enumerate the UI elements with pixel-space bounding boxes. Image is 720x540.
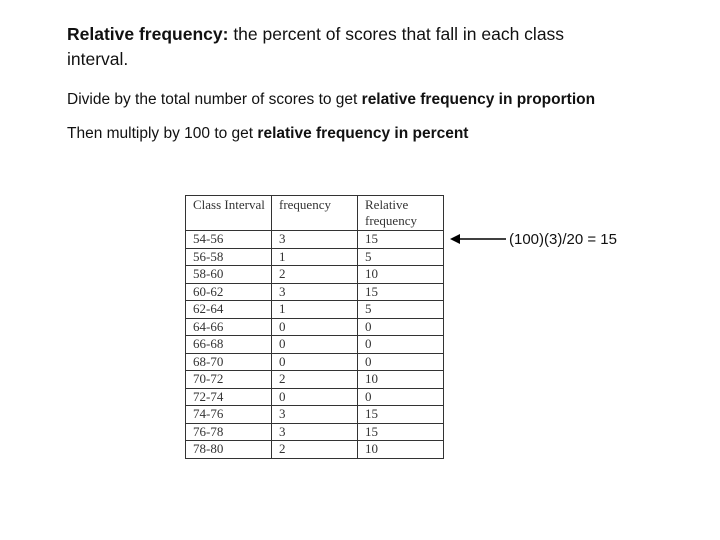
cell-frequency: 3 (272, 231, 358, 249)
cell-class-interval: 62-64 (186, 301, 272, 319)
table-row (186, 266, 444, 284)
cell-frequency: 0 (272, 336, 358, 354)
instruction-divide-text: Divide by the total number of scores to get (67, 91, 362, 108)
instruction-divide-emphasis: relative frequency in proportion (361, 91, 596, 108)
cell-relative-frequency: 15 (358, 231, 444, 249)
cell-relative-frequency: 0 (358, 388, 444, 406)
cell-frequency: 0 (272, 388, 358, 406)
cell-class-interval: 58-60 (186, 266, 272, 284)
table-row (186, 353, 444, 371)
cell-frequency: 0 (272, 353, 358, 371)
table-row (186, 423, 444, 441)
frequency-table (185, 195, 444, 459)
cell-frequency: 1 (272, 301, 358, 319)
table-row (186, 283, 444, 301)
heading-definition: the percent of scores that fall in each class interval. (67, 24, 565, 69)
cell-class-interval: 66-68 (186, 336, 272, 354)
cell-frequency: 3 (272, 406, 358, 424)
cell-relative-frequency: 10 (358, 441, 444, 459)
instruction-multiply (67, 125, 468, 143)
cell-relative-frequency: 15 (358, 406, 444, 424)
cell-frequency: 2 (272, 371, 358, 389)
cell-class-interval: 74-76 (186, 406, 272, 424)
cell-relative-frequency: 0 (358, 318, 444, 336)
left-arrow-icon (450, 232, 506, 246)
table-body (186, 231, 444, 459)
cell-relative-frequency: 10 (358, 266, 444, 284)
cell-class-interval: 76-78 (186, 423, 272, 441)
cell-class-interval: 78-80 (186, 441, 272, 459)
instruction-multiply-text: Then multiply by 100 to get (67, 125, 258, 142)
cell-frequency: 0 (272, 318, 358, 336)
header-class-interval: Class Interval (186, 196, 272, 231)
table-row (186, 318, 444, 336)
cell-frequency: 3 (272, 423, 358, 441)
cell-frequency: 3 (272, 283, 358, 301)
heading-term: Relative frequency: (67, 24, 229, 44)
cell-frequency: 2 (272, 266, 358, 284)
table-row (186, 371, 444, 389)
cell-relative-frequency: 0 (358, 336, 444, 354)
header-frequency: frequency (272, 196, 358, 231)
table-row (186, 336, 444, 354)
cell-class-interval: 64-66 (186, 318, 272, 336)
table-header-row (186, 196, 444, 231)
cell-class-interval: 68-70 (186, 353, 272, 371)
table-row (186, 406, 444, 424)
cell-relative-frequency: 15 (358, 283, 444, 301)
cell-class-interval: 60-62 (186, 283, 272, 301)
table-row (186, 441, 444, 459)
table-row (186, 388, 444, 406)
cell-class-interval: 70-72 (186, 371, 272, 389)
table-row (186, 248, 444, 266)
cell-relative-frequency: 5 (358, 248, 444, 266)
calculation-annotation: (100)(3)/20 = 15 (509, 231, 617, 248)
header-relative-frequency: Relative frequency (358, 196, 444, 231)
table-row (186, 301, 444, 319)
table-row (186, 231, 444, 249)
cell-relative-frequency: 10 (358, 371, 444, 389)
cell-frequency: 2 (272, 441, 358, 459)
slide-heading (67, 22, 567, 72)
cell-class-interval: 54-56 (186, 231, 272, 249)
instruction-divide (67, 91, 595, 109)
cell-relative-frequency: 15 (358, 423, 444, 441)
cell-relative-frequency: 5 (358, 301, 444, 319)
cell-relative-frequency: 0 (358, 353, 444, 371)
instruction-multiply-emphasis: relative frequency in percent (257, 125, 469, 142)
cell-frequency: 1 (272, 248, 358, 266)
cell-class-interval: 72-74 (186, 388, 272, 406)
cell-class-interval: 56-58 (186, 248, 272, 266)
